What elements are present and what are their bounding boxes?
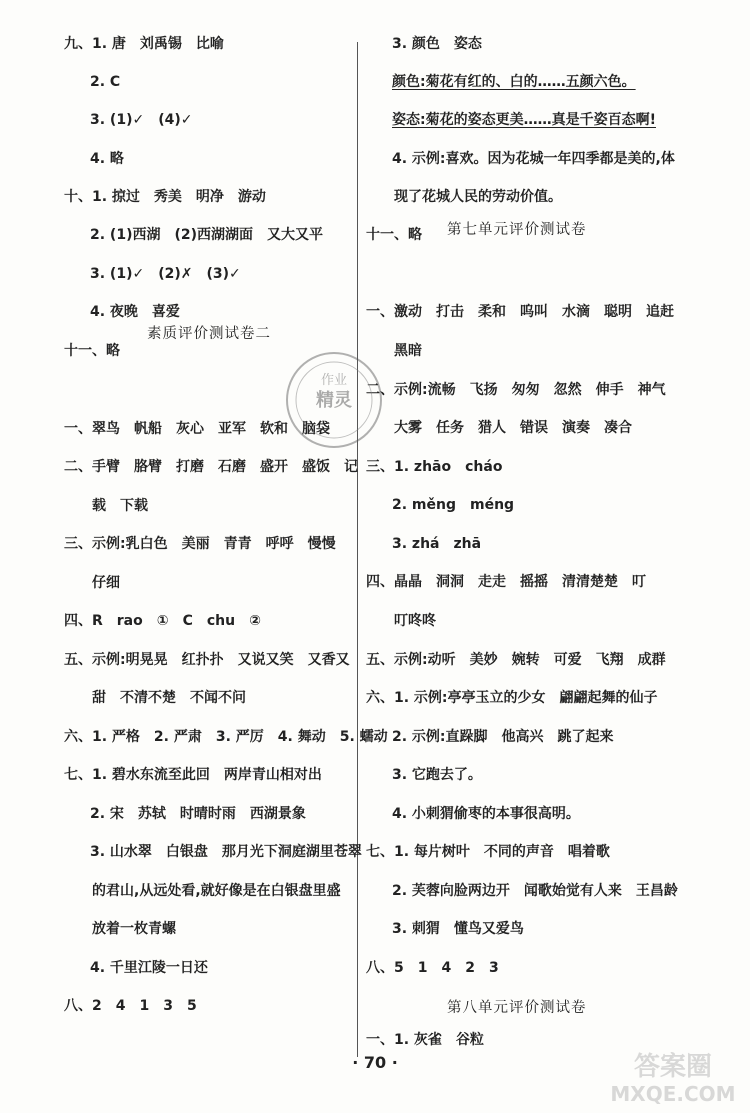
answer-line: 叮咚咚 — [366, 613, 436, 629]
answer-line: 4. 示例:喜欢。因为花城一年四季都是美的,体 — [392, 151, 675, 167]
section-heading-unit-7: 第七单元评价测试卷 — [447, 222, 587, 238]
answer-line: 姿态:菊花的姿态更美……真是千姿百态啊! — [392, 112, 656, 128]
homework-stamp-logo — [282, 348, 386, 452]
answer-line: 现了花城人民的劳动价值。 — [366, 189, 562, 205]
answer-line: 十一、略 — [64, 343, 120, 359]
answer-line: 3. 它跑去了。 — [392, 767, 482, 783]
svg-text:答案圈: 答案圈 — [633, 1052, 713, 1082]
column-divider — [357, 42, 358, 1057]
answer-line: 四、R rao ① C chu ② — [64, 613, 261, 629]
answer-line: 六、1. 示例:亭亭玉立的少女 翩翩起舞的仙子 — [366, 690, 658, 706]
site-watermark-logo — [598, 1045, 748, 1109]
answer-line: 二、示例:流畅 飞扬 匆匆 忽然 伸手 神气 — [366, 382, 666, 398]
answer-line: 3. 刺猬 懂鸟又爱鸟 — [392, 921, 524, 937]
answer-line: 八、5 1 4 2 3 — [366, 960, 499, 976]
answer-line: 黑暗 — [366, 343, 422, 359]
svg-text:精灵: 精灵 — [316, 390, 352, 411]
answer-line: 放着一枚青螺 — [64, 921, 176, 937]
answer-line: 的君山,从远处看,就好像是在白银盘里盛 — [64, 883, 341, 899]
answer-line: 四、晶晶 洞洞 走走 摇摇 清清楚楚 叮 — [366, 574, 646, 590]
answer-line: 十、1. 掠过 秀美 明净 游动 — [64, 189, 266, 205]
svg-text:MXQE.COM: MXQE.COM — [610, 1082, 736, 1106]
answer-line: 七、1. 每片树叶 不同的声音 唱着歌 — [366, 844, 610, 860]
answer-line: 五、示例:明晃晃 红扑扑 又说又笑 又香又 — [64, 652, 350, 668]
answer-line: 4. 小刺猬偷枣的本事很高明。 — [392, 806, 580, 822]
answer-line: 大雾 任务 猎人 错误 演奏 凑合 — [366, 420, 632, 436]
answer-line: 3. 山水翠 白银盘 那月光下洞庭湖里苍翠 — [90, 844, 362, 860]
answer-line: 2. 示例:直跺脚 他高兴 跳了起来 — [392, 729, 614, 745]
answer-line: 4. 夜晚 喜爱 — [90, 304, 180, 320]
answer-line: 颜色:菊花有红的、白的……五颜六色。 — [392, 74, 636, 90]
answer-line: 3. (1)✓ (2)✗ (3)✓ — [90, 266, 241, 282]
answer-line: 2. (1)西湖 (2)西湖湖面 又大又平 — [90, 227, 324, 243]
answer-line: 三、示例:乳白色 美丽 青青 呼呼 慢慢 — [64, 536, 336, 552]
section-heading-unit-8: 第八单元评价测试卷 — [447, 1000, 587, 1016]
answer-line: 五、示例:动听 美妙 婉转 可爱 飞翔 成群 — [366, 652, 666, 668]
answer-line: 三、1. zhāo cháo — [366, 459, 503, 475]
answer-line: 九、1. 唐 刘禹锡 比喻 — [64, 36, 224, 52]
answer-line: 十一、略 — [366, 227, 422, 243]
answer-line: 一、翠鸟 帆船 灰心 亚军 软和 脑袋 — [64, 421, 330, 437]
answer-line: 载 下载 — [64, 498, 148, 514]
answer-line: 2. měng méng — [392, 497, 515, 513]
page-number: · 70 · — [352, 1053, 398, 1072]
answer-line: 仔细 — [64, 575, 120, 591]
answer-line: 3. (1)✓ (4)✓ — [90, 112, 193, 128]
answer-line: 一、激动 打击 柔和 呜叫 水滴 聪明 追赶 — [366, 304, 674, 320]
svg-text:作业: 作业 — [320, 373, 348, 388]
answer-line: 六、1. 严格 2. 严肃 3. 严厉 4. 舞动 5. 蠕动 — [64, 729, 388, 745]
answer-line: 4. 略 — [90, 151, 124, 167]
answer-line: 3. zhá zhā — [392, 536, 482, 552]
answer-line: 4. 千里江陵一日还 — [90, 960, 208, 976]
answer-line: 二、手臂 胳臂 打磨 石磨 盛开 盛饭 记 — [64, 459, 358, 475]
answer-line: 七、1. 碧水东流至此回 两岸青山相对出 — [64, 767, 322, 783]
answer-line: 3. 颜色 姿态 — [392, 36, 482, 52]
answer-line: 2. C — [90, 74, 121, 90]
answer-line: 2. 芙蓉向脸两边开 闻歌始觉有人来 王昌龄 — [392, 883, 678, 899]
answer-line: 八、2 4 1 3 5 — [64, 998, 197, 1014]
answer-line: 2. 宋 苏轼 时晴时雨 西湖景象 — [90, 806, 306, 822]
section-heading-quality-test-2: 素质评价测试卷二 — [147, 326, 271, 342]
answer-line: 甜 不清不楚 不闻不问 — [64, 690, 246, 706]
answer-line: 一、1. 灰雀 谷粒 — [366, 1032, 484, 1048]
